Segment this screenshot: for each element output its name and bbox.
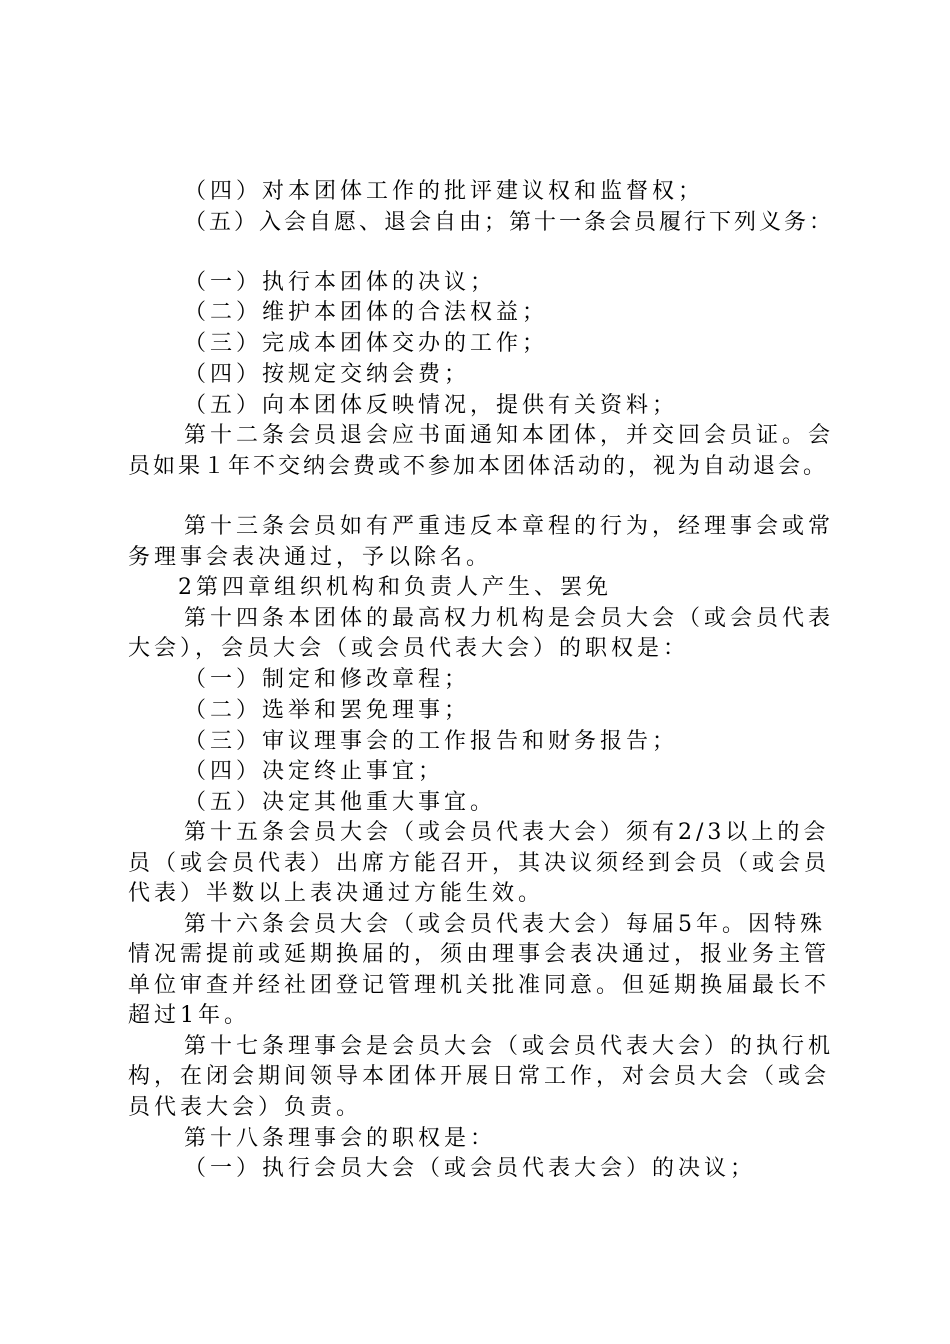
text-line: （四）按规定交纳会费；: [184, 362, 471, 387]
text-line: 第十七条理事会是会员大会（或会员代表大会）的执行机: [184, 1034, 835, 1059]
text-line: （三）审议理事会的工作报告和财务报告；: [184, 729, 679, 754]
text-line: 员如果１年不交纳会费或不参加本团体活动的，视为自动退会。: [128, 454, 829, 479]
text-line: 第十四条本团体的最高权力机构是会员大会（或会员代表: [184, 606, 835, 631]
text-line: 构，在闭会期间领导本团体开展日常工作，对会员大会（或会: [128, 1064, 831, 1089]
text-line: 单位审查并经社团登记管理机关批准同意。但延期换届最长不: [128, 973, 831, 998]
section-heading: 2第四章组织机构和负责人产生、罢免: [178, 575, 612, 600]
text-line: （二）选举和罢免理事；: [184, 698, 471, 723]
text-line: （一）制定和修改章程；: [184, 667, 471, 692]
text-line: （三）完成本团体交办的工作；: [184, 331, 549, 356]
text-line: 超过1年。: [128, 1003, 250, 1028]
text-line: （一）执行本团体的决议；: [184, 270, 497, 295]
text-line: 第十五条会员大会（或会员代表大会）须有2/3以上的会: [184, 820, 830, 845]
text-line: （四）对本团体工作的批评建议权和监督权；: [184, 179, 705, 204]
text-line: 第十六条会员大会（或会员代表大会）每届5年。因特殊: [184, 912, 826, 937]
text-line: 第十二条会员退会应书面通知本团体，并交回会员证。会: [184, 423, 835, 448]
text-line: （一）执行会员大会（或会员代表大会）的决议；: [184, 1156, 757, 1181]
text-line: （四）决定终止事宜；: [184, 759, 445, 784]
text-line: （二）维护本团体的合法权益；: [184, 300, 549, 325]
text-line: 务理事会表决通过，予以除名。: [128, 545, 493, 570]
text-line: 情况需提前或延期换届的，须由理事会表决通过，报业务主管: [128, 942, 831, 967]
text-line: 员代表大会）负责。: [128, 1095, 363, 1120]
text-line: （五）决定其他重大事宜。: [184, 790, 497, 815]
text-line: 代表）半数以上表决通过方能生效。: [128, 881, 545, 906]
text-line: （五）入会自愿、退会自由；第十一条会员履行下列义务：: [184, 210, 835, 235]
text-line: 第十三条会员如有严重违反本章程的行为，经理事会或常: [184, 514, 835, 539]
text-line: （五）向本团体反映情况，提供有关资料；: [184, 393, 679, 418]
text-line: 第十八条理事会的职权是：: [184, 1126, 497, 1151]
text-line: 大会），会员大会（或会员代表大会）的职权是：: [128, 636, 690, 661]
text-line: 员（或会员代表）出席方能召开，其决议须经到会员（或会员: [128, 851, 831, 876]
